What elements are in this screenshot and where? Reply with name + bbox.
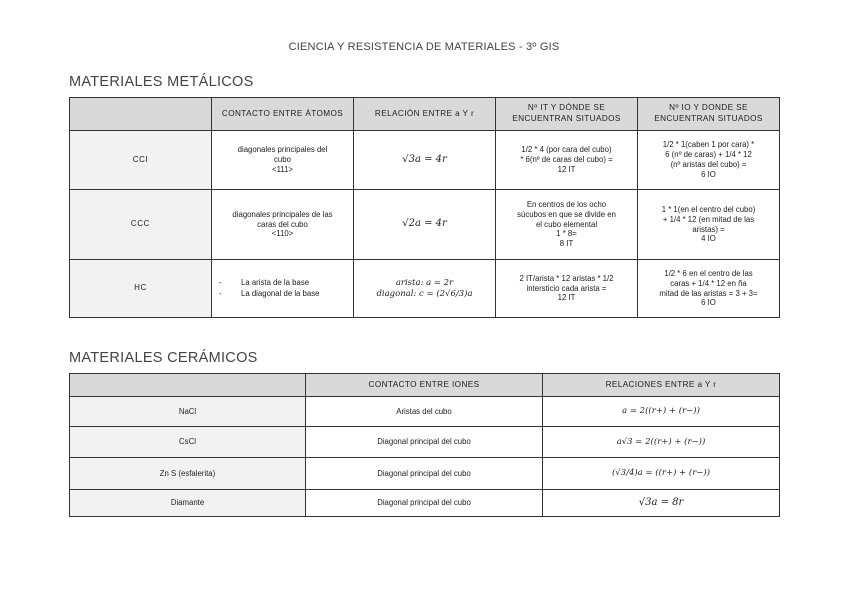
relation-cell: √3a = 4r — [354, 131, 496, 190]
row-label-diamante: Diamante — [70, 490, 306, 517]
bullet-item: - La arista de la base — [219, 278, 310, 288]
relation-cell: √2a = 4r — [354, 190, 496, 260]
ceramic-table — [69, 373, 780, 517]
document-title: CIENCIA Y RESISTENCIA DE MATERIALES - 3º GIS — [288, 41, 560, 53]
contact-cell: Diagonal principal del cubo — [306, 427, 543, 458]
contact-cell: diagonales principales de las caras del cubo <110> — [212, 190, 354, 260]
contact-cell: Diagonal principal del cubo — [306, 458, 543, 490]
bullet-item: - La diagonal de la base — [219, 288, 320, 298]
table-row — [70, 131, 780, 190]
ceramic-header-contact: CONTACTO ENTRE IONES — [306, 374, 543, 397]
contact-cell — [212, 260, 354, 318]
contact-cell: diagonales principales del cubo <111> — [212, 131, 354, 190]
metal-header-contact: CONTACTO ENTRE ÁTOMOS — [212, 98, 354, 131]
io-cell: 1/2 * 6 en el centro de las caras + 1/4 * 12 en ña mitad de las aristas = 3 + 3= 6 IO — [638, 260, 780, 318]
relation-cell: (√3/4)a = ((r+) + (r−)) — [543, 458, 780, 490]
table-row — [70, 397, 780, 427]
row-label-zns: Zn S (esfalerita) — [70, 458, 306, 490]
ceramic-header-empty — [70, 374, 306, 397]
table-row — [70, 490, 780, 517]
io-cell: 1/2 * 1(caben 1 por cara) * 6 (nº de caras) + 1/4 * 12 (nº aristas del cubo) = 6 IO — [638, 131, 780, 190]
row-label-cci: CCI — [70, 131, 212, 190]
contact-cell: Diagonal principal del cubo — [306, 490, 543, 517]
relation-cell: √3a = 8r — [543, 490, 780, 517]
contact-cell: Aristas del cubo — [306, 397, 543, 427]
row-label-cscl: CsCl — [70, 427, 306, 458]
row-label-hc: HC — [70, 260, 212, 318]
metal-header-relation: RELACIÓN ENTRE a Y r — [354, 98, 496, 131]
relation-cell: a = 2((r+) + (r−)) — [543, 397, 780, 427]
metal-header-io: Nº IO Y DONDE SE ENCUENTRAN SITUADOS — [638, 98, 780, 131]
it-cell: 2 IT/arista * 12 aristas * 1/2 intersticio cada arista = 12 IT — [496, 260, 638, 318]
it-cell: 1/2 * 4 (por cara del cubo) * 6(nº de caras del cubo) = 12 IT — [496, 131, 638, 190]
metal-header-empty — [70, 98, 212, 131]
relation-cell: arista: a = 2r diagonal: c = (2√6/3)a — [354, 260, 496, 318]
metal-table — [69, 97, 780, 318]
table-row — [70, 260, 780, 318]
table-row — [70, 427, 780, 458]
ceramic-header-relation: RELACIONES ENTRE a Y r — [543, 374, 780, 397]
row-label-nacl: NaCl — [70, 397, 306, 427]
metal-header-it: Nº IT Y DÓNDE SE ENCUENTRAN SITUADOS — [496, 98, 638, 131]
relation-cell: a√3 = 2((r+) + (r−)) — [543, 427, 780, 458]
io-cell: 1 * 1(en el centro del cubo) + 1/4 * 12 (en mitad de las aristas) = 4 IO — [638, 190, 780, 260]
table-row — [70, 190, 780, 260]
it-cell: En centros de los ocho súcubos en que se divide en el cubo elemental 1 * 8= 8 IT — [496, 190, 638, 260]
table-row — [70, 458, 780, 490]
ceramic-section-title: MATERIALES CERÁMICOS — [69, 350, 258, 366]
row-label-ccc: CCC — [70, 190, 212, 260]
metal-section-title: MATERIALES METÁLICOS — [69, 74, 254, 90]
